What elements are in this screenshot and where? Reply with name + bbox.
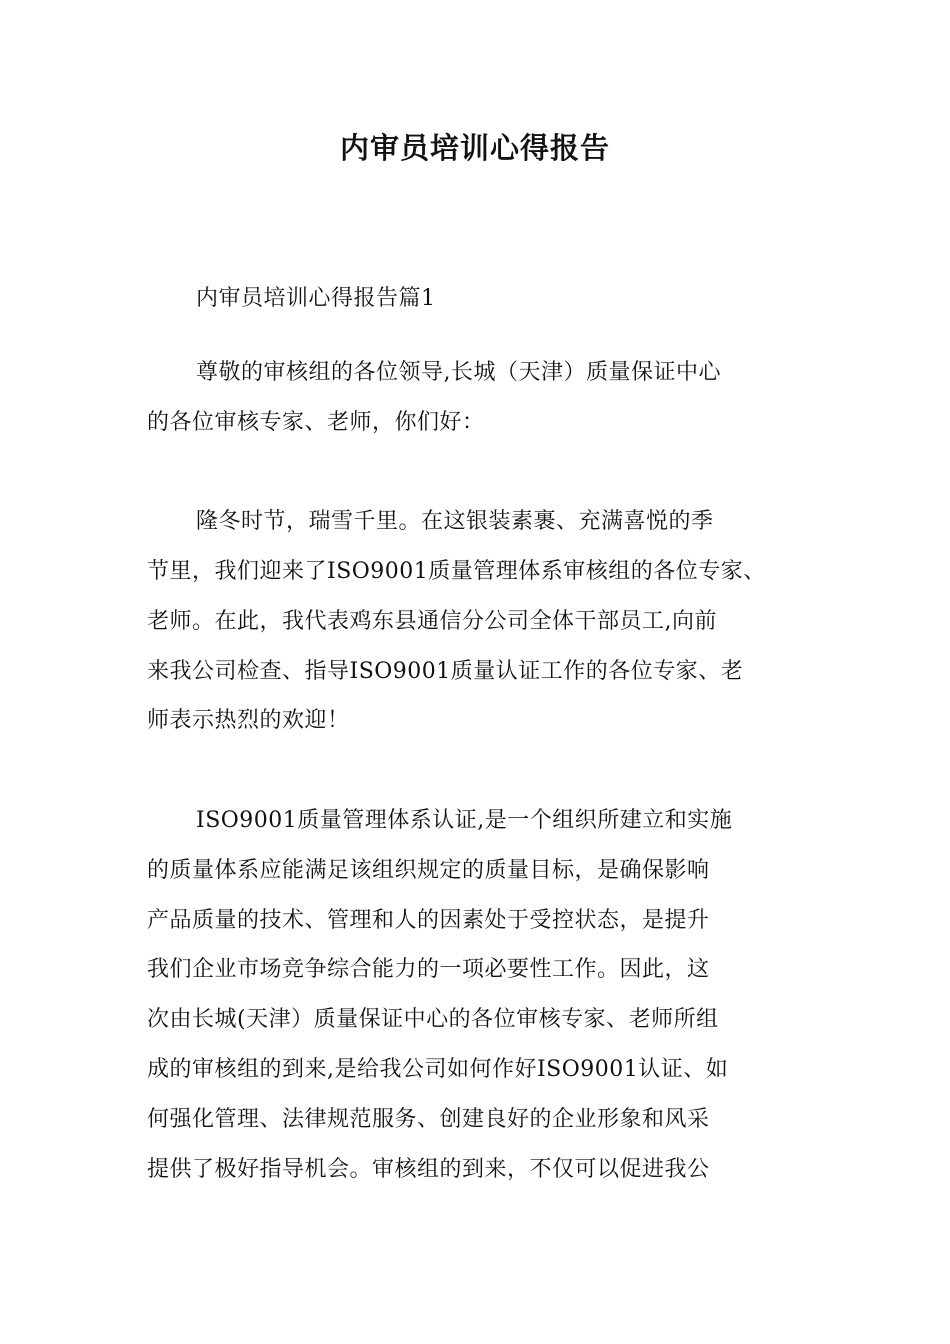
document-title: 内审员培训心得报告 bbox=[339, 131, 610, 165]
paragraph2-line-4: 我们企业市场竞争综合能力的一项必要性工作。因此，这 bbox=[147, 957, 710, 982]
greeting-line-2: 的各位审核专家、老师，你们好： bbox=[147, 410, 485, 435]
paragraph1-line-4: 来我公司检查、指导ISO9001质量认证工作的各位专家、老 bbox=[147, 659, 744, 684]
paragraph1-line-2: 节里，我们迎来了ISO9001质量管理体系审核组的各位专家、 bbox=[147, 559, 766, 584]
paragraph1-line-5: 师表示热烈的欢迎！ bbox=[147, 708, 350, 733]
greeting-line-1: 尊敬的审核组的各位领导,长城（天津）质量保证中心 bbox=[196, 360, 721, 385]
section-heading: 内审员培训心得报告篇1 bbox=[196, 286, 436, 311]
paragraph2-line-8: 提供了极好指导机会。审核组的到来，不仅可以促进我公 bbox=[147, 1157, 710, 1182]
paragraph1-line-1: 隆冬时节，瑞雪千里。在这银装素裹、充满喜悦的季 bbox=[196, 509, 714, 534]
paragraph2-line-2: 的质量体系应能满足该组织规定的质量目标，是确保影响 bbox=[147, 858, 710, 883]
paragraph2-line-1: ISO9001质量管理体系认证,是一个组织所建立和实施 bbox=[196, 808, 733, 833]
paragraph2-line-5: 次由长城(天津）质量保证中心的各位审核专家、老师所组 bbox=[147, 1007, 719, 1032]
paragraph2-line-3: 产品质量的技术、管理和人的因素处于受控状态，是提升 bbox=[147, 908, 710, 933]
paragraph2-line-6: 成的审核组的到来,是给我公司如何作好ISO9001认证、如 bbox=[147, 1057, 729, 1082]
paragraph1-line-3: 老师。在此，我代表鸡东县通信分公司全体干部员工,向前 bbox=[147, 609, 717, 634]
paragraph2-line-7: 何强化管理、法律规范服务、创建良好的企业形象和风采 bbox=[147, 1107, 710, 1132]
